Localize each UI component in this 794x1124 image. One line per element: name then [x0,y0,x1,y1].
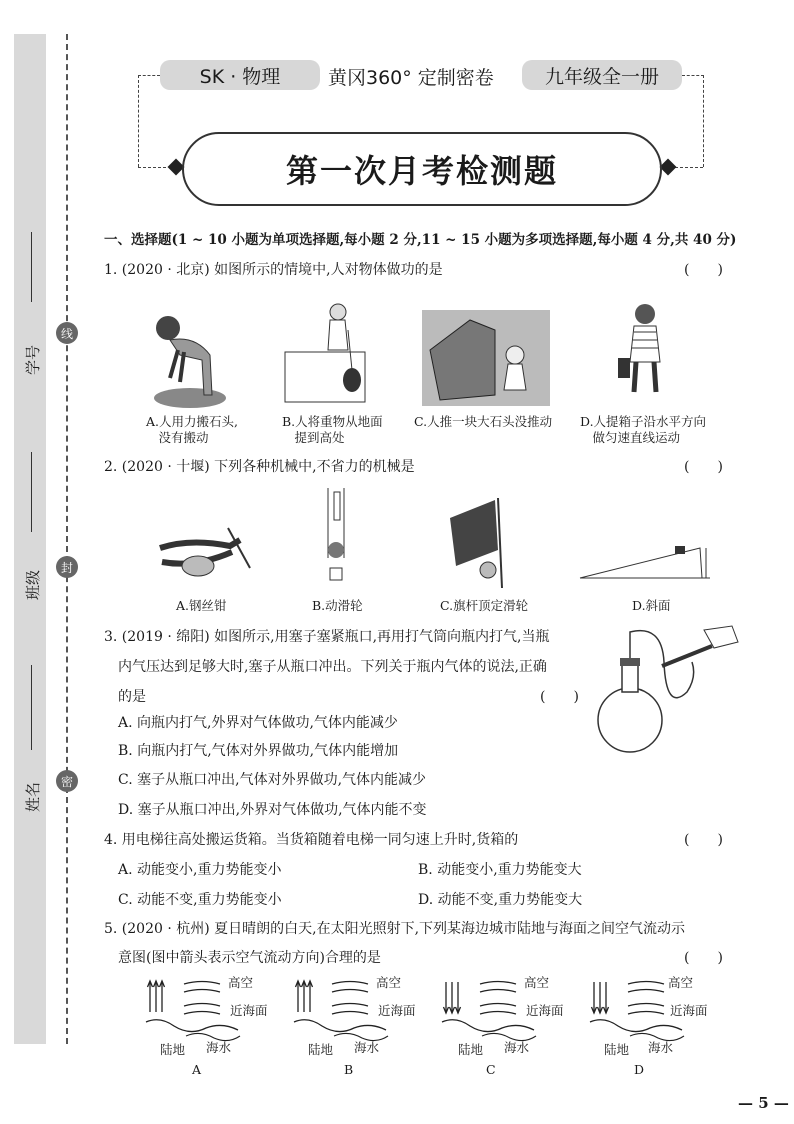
q3-stem-line2: 内气压达到足够大时,塞子从瓶口冲出。下列关于瓶内气体的说法,正确 [118,659,547,675]
q4-option-d: D. 动能不变,重力势能变大 [418,892,583,908]
name-line [31,665,32,750]
exam-title: 第一次月考检测题 [182,132,662,206]
header-dash-left-h2 [138,167,166,168]
q4-option-a: A. 动能变小,重力势能变小 [118,862,282,878]
q3-option-d: D. 塞子从瓶口冲出,外界对气体做功,气体内能不变 [118,802,427,818]
q1-figures [140,300,760,410]
q4-stem: 4. 用电梯往高处搬运货箱。当货箱随着电梯一同匀速上升时,货箱的 [104,832,519,848]
section-heading: 一、选择题(1 ~ 10 小题为单项选择题,每小题 2 分,11 ~ 15 小题为多项选择题,每小题 4 分,共 40 分) [104,232,737,248]
q5d-high: 高空 [668,975,694,990]
page-number: — 5 — [738,1094,789,1112]
q5-letter-d: D [634,1062,645,1077]
q1-figure-a [154,316,226,408]
q5-letter-c: C [486,1062,496,1077]
q1-figure-d [618,304,660,392]
q5c-high: 高空 [524,975,550,990]
q3-stem-line3: 的是 [118,689,146,705]
q3-answer-blank: ( ) [540,689,579,705]
header-dash-right [682,75,704,76]
student-id-line [31,232,32,302]
q5-letter-b: B [344,1062,354,1077]
q2-caption-b: B.动滑轮 [312,598,363,613]
q1-caption-a: A.人用力搬石头, 没有搬动 [146,414,238,445]
q3-stem-line1: 3. (2019 · 绵阳) 如图所示,用塞子塞紧瓶口,再用打气筒向瓶内打气,当瓶 [104,629,550,645]
q1-caption-c: C.人推一块大石头没推动 [414,414,553,429]
q4-answer-blank: ( ) [684,832,723,848]
q2-caption-d: D.斜面 [632,598,671,613]
q2-figure-flag [450,498,502,588]
q5c-surface: 近海面 [526,1003,564,1018]
q1-figure-c [422,310,550,406]
q2-figures [150,488,720,593]
seal-feng: 封 [56,556,78,578]
header-dash-left [138,75,160,76]
q5d-land: 陆地 [604,1042,630,1057]
q5a-high: 高空 [228,975,254,990]
q5b-land: 陆地 [308,1042,334,1057]
q5a-land: 陆地 [160,1042,186,1057]
q5b-sea: 海水 [354,1040,380,1055]
q3-option-b: B. 向瓶内打气,气体对外界做功,气体内能增加 [118,743,399,759]
q5-diagram-a [146,981,240,1041]
q4-option-b: B. 动能变小,重力势能变大 [418,862,582,878]
q2-caption-c: C.旗杆顶定滑轮 [440,598,529,613]
subject-pill: SK · 物理 [160,60,320,90]
q5a-sea: 海水 [206,1040,232,1055]
binding-dashed-line [66,34,68,1044]
q5-stem-line2: 意图(图中箭头表示空气流动方向)合理的是 [118,950,381,966]
q5-diagram-b [294,981,388,1041]
class-line [31,452,32,532]
q1-answer-blank: ( ) [684,262,723,278]
series-name: 黄冈360° 定制密卷 [328,67,494,89]
q1-caption-b: B.人将重物从地面 提到高处 [282,414,383,445]
q3-option-c: C. 塞子从瓶口冲出,气体对外界做功,气体内能减少 [118,772,427,788]
name-label: 姓名 [24,781,42,812]
grade-pill: 九年级全一册 [522,60,682,90]
q5d-sea: 海水 [648,1040,674,1055]
seal-mi: 密 [56,770,78,792]
q2-figure-incline [580,546,710,578]
q4-option-c: C. 动能不变,重力势能变小 [118,892,282,908]
q5-letter-a: A [192,1062,202,1077]
seal-xian: 线 [56,322,78,344]
class-label: 班级 [24,569,42,600]
q1-stem: 1. (2020 · 北京) 如图所示的情境中,人对物体做功的是 [104,262,443,278]
q5-stem-line1: 5. (2020 · 杭州) 夏日晴朗的白天,在太阳光照射下,下列某海边城市陆地与海面之间空气流动示 [104,921,686,937]
q5d-surface: 近海面 [670,1003,708,1018]
header-dash-left-v [138,75,139,167]
q5b-high: 高空 [376,975,402,990]
q5-answer-blank: ( ) [684,950,723,966]
q5a-surface: 近海面 [230,1003,268,1018]
header-dash-right-v [703,75,704,167]
q5c-sea: 海水 [504,1040,530,1055]
q2-figure-pulley [328,488,344,580]
q5c-land: 陆地 [458,1042,484,1057]
title-diamond-right [660,159,677,176]
header-dash-right-h2 [675,167,703,168]
q2-answer-blank: ( ) [684,459,723,475]
q3-option-a: A. 向瓶内打气,外界对气体做功,气体内能减少 [118,715,398,731]
q5b-surface: 近海面 [378,1003,416,1018]
student-id-label: 学号 [24,344,42,375]
q5-diagram-c [442,982,536,1041]
q2-figure-pliers [160,528,250,576]
q2-stem: 2. (2020 · 十堰) 下列各种机械中,不省力的机械是 [104,459,415,475]
q2-caption-a: A.钢丝钳 [176,598,227,613]
binding-strip [14,34,46,1044]
q3-figure-flask-pump [592,622,742,762]
q1-caption-d: D.人提箱子沿水平方向 做匀速直线运动 [580,414,707,445]
q1-figure-b [285,304,365,402]
